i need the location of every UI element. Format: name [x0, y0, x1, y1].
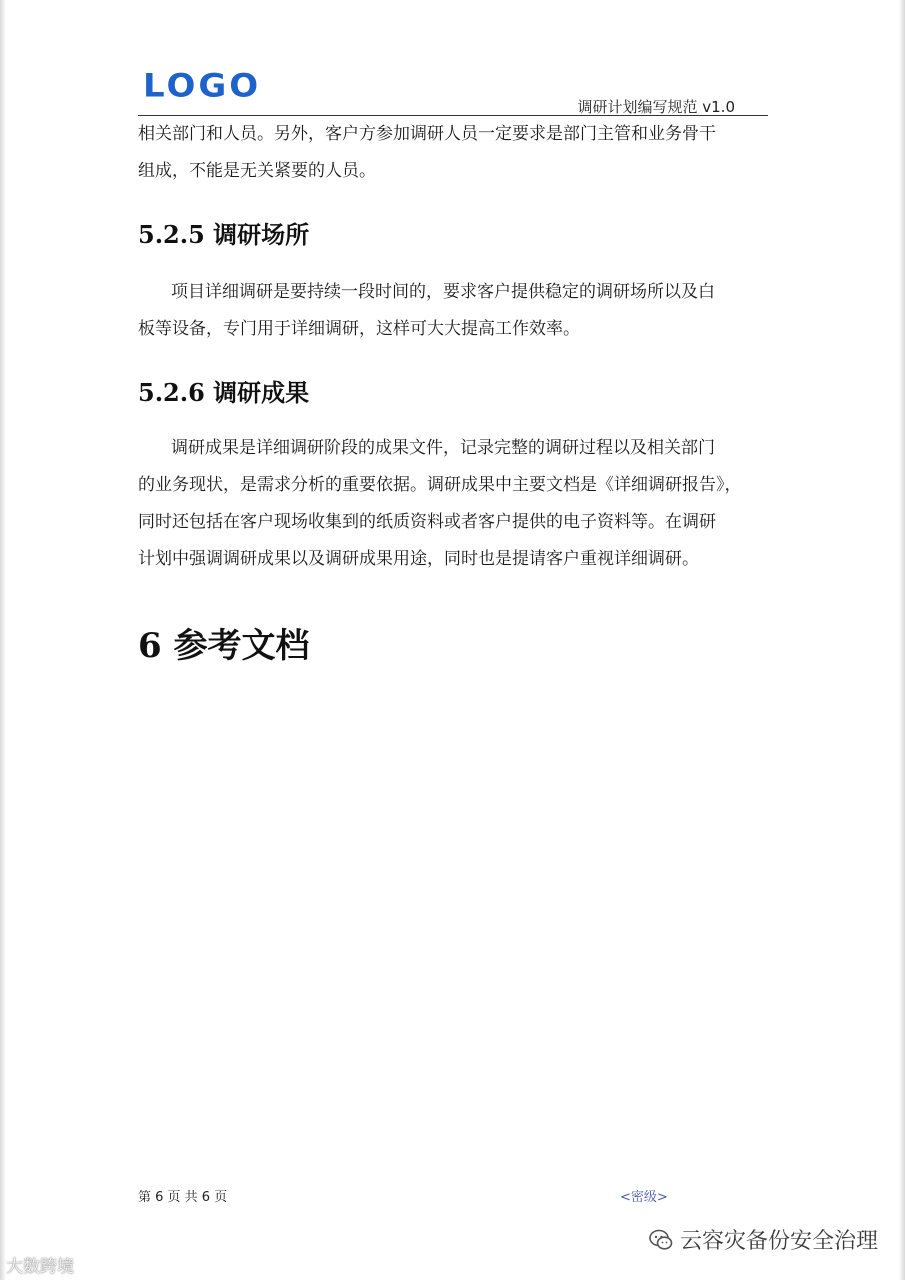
- company-logo: LOGO: [143, 67, 262, 105]
- watermark-right: [648, 1224, 878, 1255]
- page-edge-left: [0, 0, 6, 1280]
- wechat-icon: [648, 1227, 674, 1253]
- document-title: 调研计划编写规范 v1.0: [577, 98, 735, 116]
- paragraph-5-2-6: [138, 430, 778, 578]
- watermark-left: [6, 1252, 74, 1277]
- page-number: 第 6 页 共 6 页: [138, 1190, 228, 1205]
- paragraph-5-2-5: [138, 274, 778, 348]
- paragraph-line: 组成，不能是无关紧要的人员。: [138, 161, 376, 181]
- paragraph-line: 调研成果是详细调研阶段的成果文件，记录完整的调研过程以及相关部门: [171, 438, 715, 458]
- page-edge-right: [899, 0, 905, 1280]
- watermark-left-text: 大数跨境: [6, 1257, 74, 1277]
- paragraph-line: 相关部门和人员。另外，客户方参加调研人员一定要求是部门主管和业务骨干: [138, 124, 716, 144]
- watermark-right-text: 云容灾备份安全治理: [680, 1229, 879, 1254]
- heading-5-2-5: 5.2.5 调研场所: [138, 220, 310, 249]
- heading-5-2-6: 5.2.6 调研成果: [138, 378, 310, 407]
- paragraph-line: 同时还包括在客户现场收集到的纸质资料或者客户提供的电子资料等。在调研: [138, 512, 716, 532]
- paragraph-line: 的业务现状，是需求分析的重要依据。调研成果中主要文档是《详细调研报告》，: [138, 475, 742, 495]
- classification-label: <密级>: [620, 1190, 668, 1205]
- heading-6: 6 参考文档: [138, 626, 310, 666]
- paragraph-line: 项目详细调研是要持续一段时间的，要求客户提供稳定的调研场所以及白: [171, 282, 715, 302]
- paragraph-line: 计划中强调调研成果以及调研成果用途，同时也是提请客户重视详细调研。: [138, 549, 699, 569]
- paragraph-line: 板等设备，专门用于详细调研，这样可大大提高工作效率。: [138, 319, 580, 339]
- intro-paragraph: [138, 116, 778, 190]
